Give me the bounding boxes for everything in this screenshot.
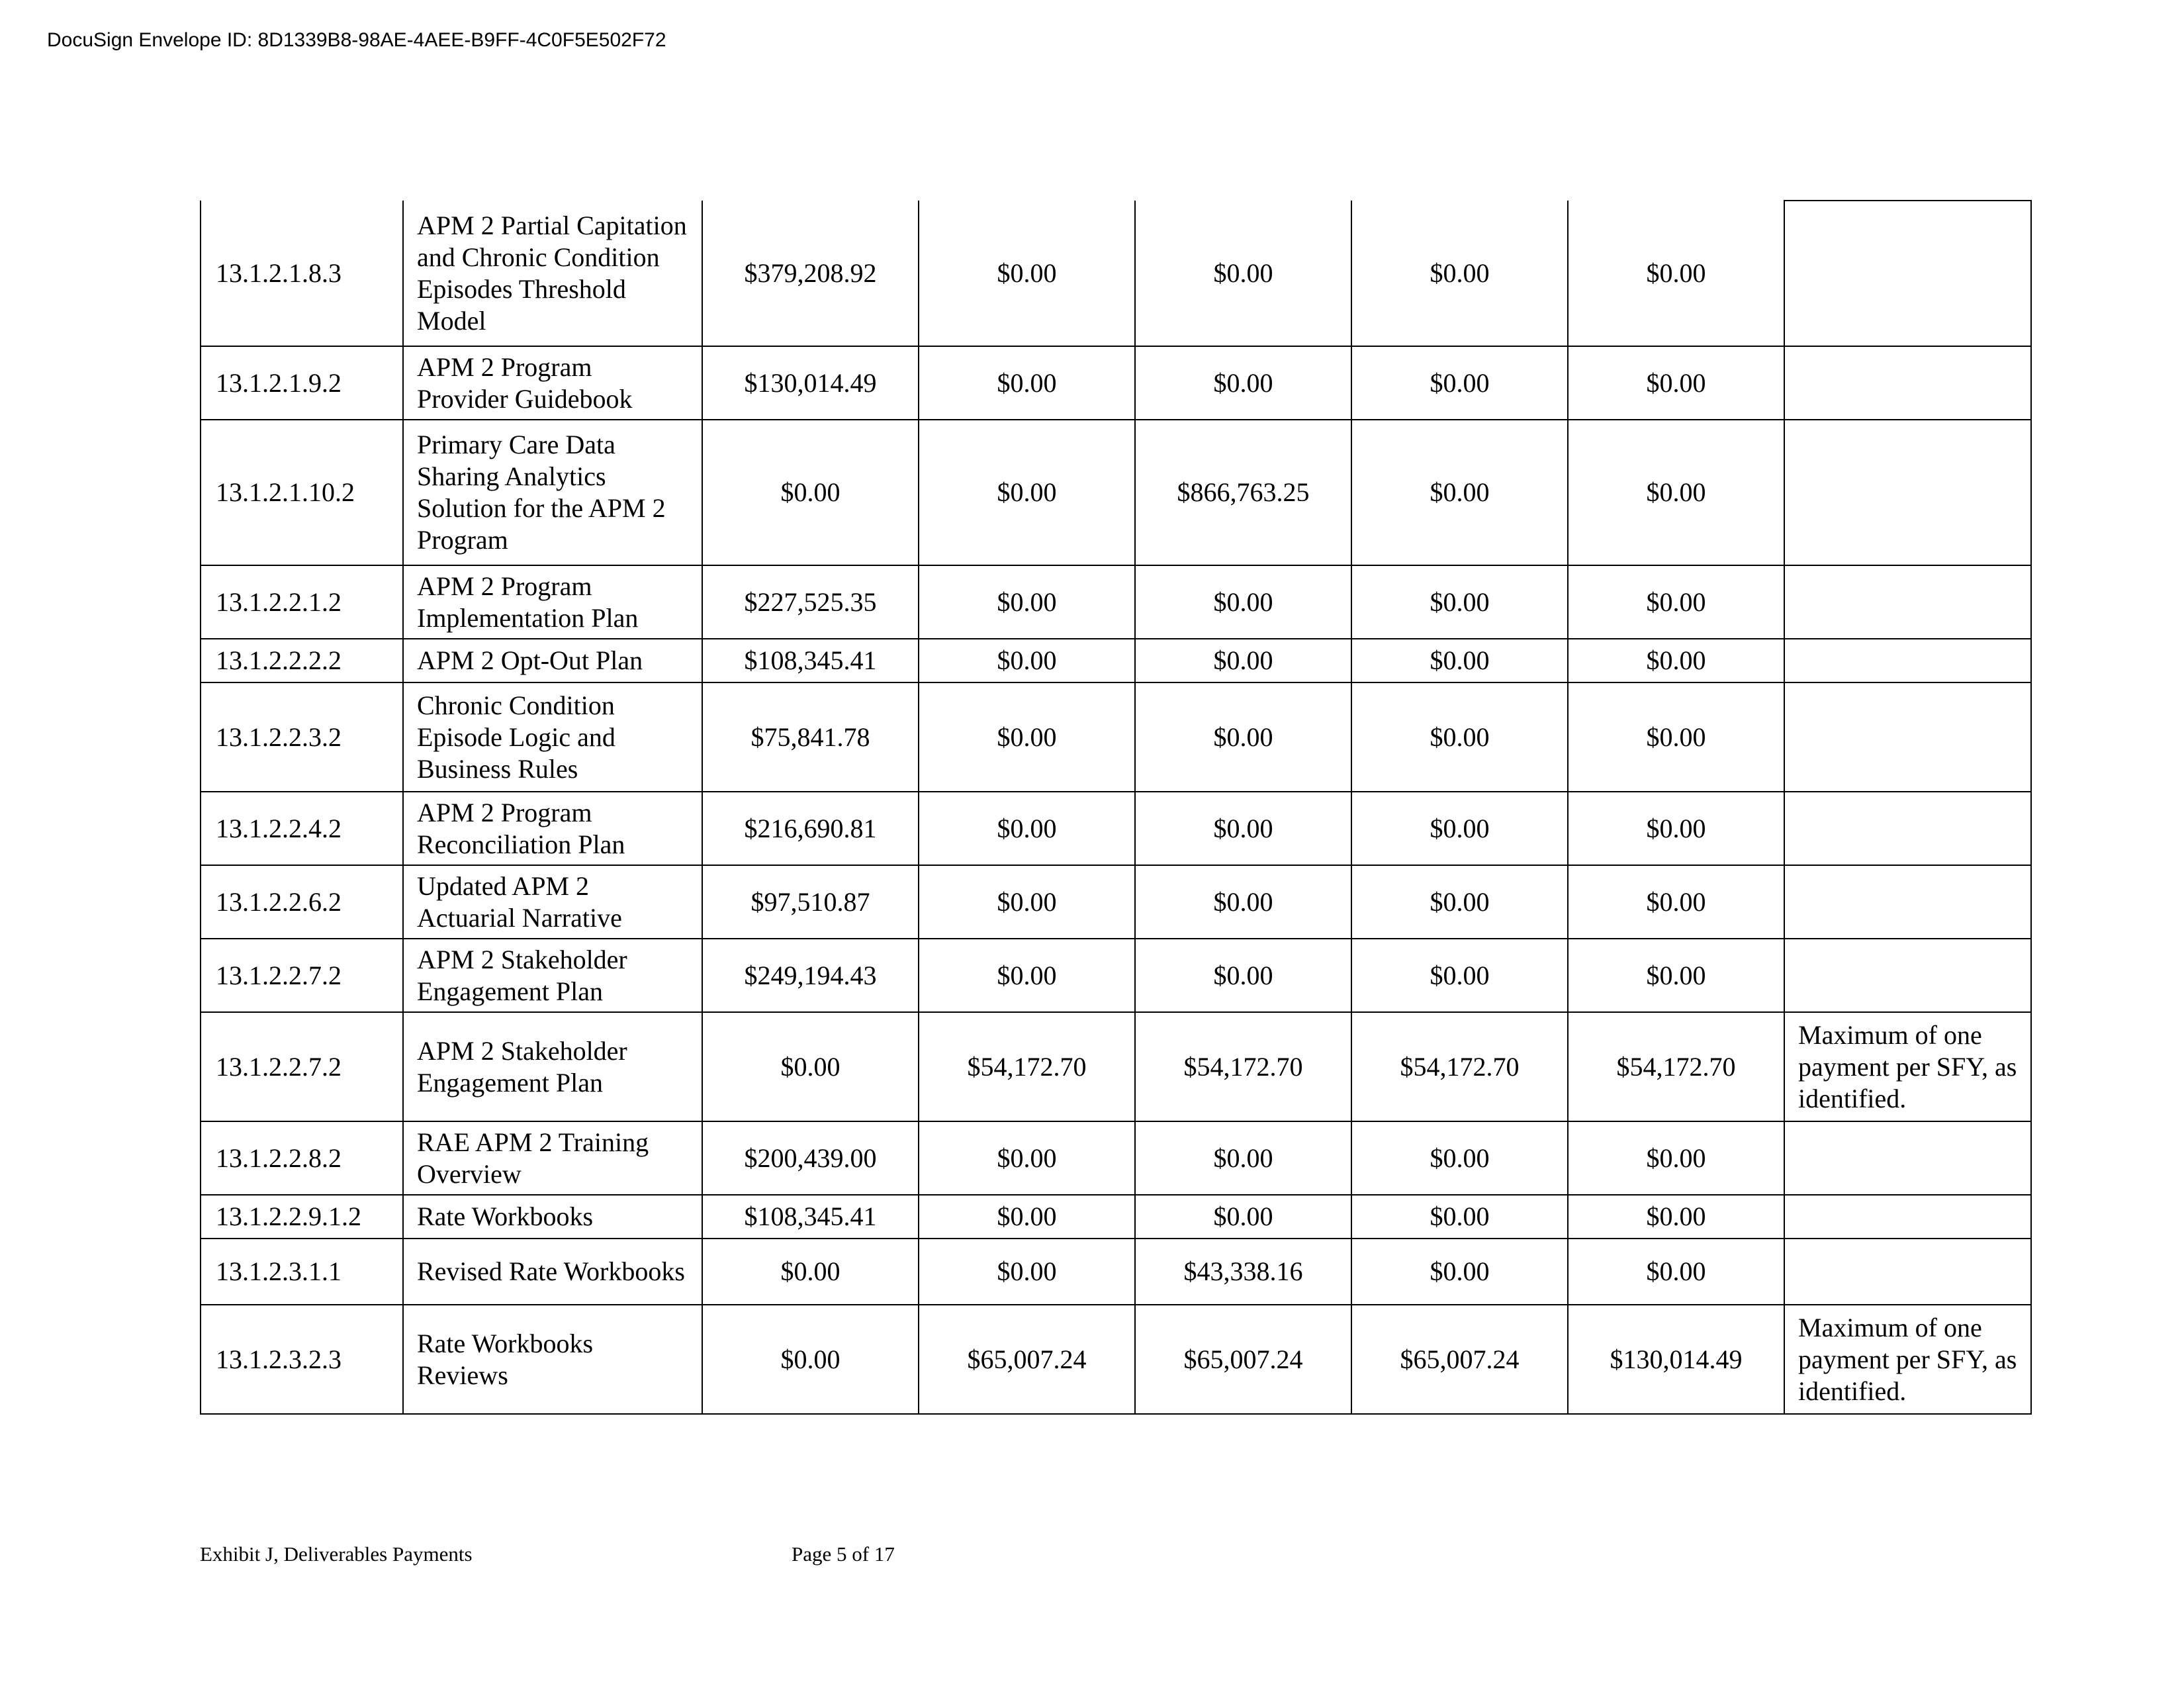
payment-amount: $0.00 — [1135, 1195, 1351, 1239]
payment-amount: $0.00 — [1135, 939, 1351, 1012]
payment-amount: $0.00 — [919, 346, 1135, 420]
payment-amount: $0.00 — [919, 682, 1135, 792]
payment-notes: Maximum of one payment per SFY, as identified. — [1784, 1012, 2031, 1121]
payment-amount: $0.00 — [1351, 346, 1568, 420]
payment-amount: $54,172.70 — [1135, 1012, 1351, 1121]
payment-amount: $0.00 — [1568, 682, 1784, 792]
payment-amount: $0.00 — [1135, 865, 1351, 939]
payment-amount: $130,014.49 — [702, 346, 919, 420]
deliverable-id: 13.1.2.2.4.2 — [201, 792, 403, 865]
payment-amount: $0.00 — [1351, 792, 1568, 865]
payment-notes — [1784, 682, 2031, 792]
deliverable-id: 13.1.2.2.7.2 — [201, 1012, 403, 1121]
payment-amount: $0.00 — [702, 1012, 919, 1121]
table-row — [201, 865, 2031, 939]
payment-amount: $0.00 — [1568, 1239, 1784, 1305]
payment-amount: $249,194.43 — [702, 939, 919, 1012]
payment-amount: $0.00 — [1351, 682, 1568, 792]
deliverable-id: 13.1.2.2.1.2 — [201, 565, 403, 639]
payment-amount: $0.00 — [1351, 420, 1568, 565]
deliverable-name: APM 2 Partial Capitation and Chronic Condition Episodes Threshold Model — [403, 201, 702, 346]
payment-amount: $0.00 — [919, 1195, 1135, 1239]
deliverable-name: APM 2 Opt-Out Plan — [403, 639, 702, 682]
payment-amount: $0.00 — [702, 420, 919, 565]
table-row — [201, 792, 2031, 865]
table-row — [201, 639, 2031, 682]
payment-amount: $0.00 — [1351, 1239, 1568, 1305]
payment-amount: $866,763.25 — [1135, 420, 1351, 565]
payment-notes — [1784, 1121, 2031, 1195]
payment-amount: $0.00 — [1135, 792, 1351, 865]
deliverable-name: Rate Workbooks — [403, 1195, 702, 1239]
deliverable-name: APM 2 Stakeholder Engagement Plan — [403, 939, 702, 1012]
deliverable-id: 13.1.2.3.1.1 — [201, 1239, 403, 1305]
deliverable-id: 13.1.2.1.10.2 — [201, 420, 403, 565]
payment-amount: $0.00 — [1351, 639, 1568, 682]
payment-amount: $108,345.41 — [702, 639, 919, 682]
table-row — [201, 1305, 2031, 1414]
payment-notes — [1784, 346, 2031, 420]
deliverable-name: Rate Workbooks Reviews — [403, 1305, 702, 1414]
payment-amount: $0.00 — [919, 939, 1135, 1012]
table-row — [201, 201, 2031, 346]
payment-amount: $0.00 — [1135, 201, 1351, 346]
deliverable-name: Chronic Condition Episode Logic and Business Rules — [403, 682, 702, 792]
deliverable-name: Primary Care Data Sharing Analytics Solution for the APM 2 Program — [403, 420, 702, 565]
payment-amount: $0.00 — [919, 639, 1135, 682]
envelope-id: DocuSign Envelope ID: 8D1339B8-98AE-4AEE-B9FF-4C0F5E502F72 — [47, 29, 666, 51]
payment-notes — [1784, 420, 2031, 565]
payment-amount: $0.00 — [1351, 1195, 1568, 1239]
payment-notes — [1784, 865, 2031, 939]
payment-amount: $0.00 — [1351, 865, 1568, 939]
payment-notes: Maximum of one payment per SFY, as identified. — [1784, 1305, 2031, 1414]
payment-amount: $0.00 — [1568, 865, 1784, 939]
payment-amount: $0.00 — [1135, 346, 1351, 420]
payment-amount: $65,007.24 — [919, 1305, 1135, 1414]
table-row — [201, 346, 2031, 420]
payment-amount: $0.00 — [1135, 682, 1351, 792]
payment-amount: $216,690.81 — [702, 792, 919, 865]
payment-amount: $0.00 — [1351, 1121, 1568, 1195]
payment-amount: $0.00 — [702, 1239, 919, 1305]
table-row — [201, 420, 2031, 565]
deliverable-id: 13.1.2.2.8.2 — [201, 1121, 403, 1195]
table-row — [201, 1121, 2031, 1195]
payment-amount: $0.00 — [1135, 1121, 1351, 1195]
payment-amount: $0.00 — [1351, 565, 1568, 639]
payment-amount: $108,345.41 — [702, 1195, 919, 1239]
deliverable-id: 13.1.2.2.7.2 — [201, 939, 403, 1012]
payment-notes — [1784, 1239, 2031, 1305]
deliverable-id: 13.1.2.2.6.2 — [201, 865, 403, 939]
payment-amount: $75,841.78 — [702, 682, 919, 792]
payment-amount: $0.00 — [1568, 639, 1784, 682]
payment-amount: $0.00 — [1568, 1121, 1784, 1195]
payment-amount: $0.00 — [919, 1121, 1135, 1195]
deliverable-id: 13.1.2.1.8.3 — [201, 201, 403, 346]
payment-amount: $0.00 — [1568, 1195, 1784, 1239]
deliverable-id: 13.1.2.3.2.3 — [201, 1305, 403, 1414]
payment-amount: $65,007.24 — [1135, 1305, 1351, 1414]
payment-amount: $0.00 — [1568, 420, 1784, 565]
payment-amount: $0.00 — [1568, 346, 1784, 420]
payment-amount: $0.00 — [1568, 565, 1784, 639]
payment-amount: $227,525.35 — [702, 565, 919, 639]
deliverable-id: 13.1.2.2.9.1.2 — [201, 1195, 403, 1239]
payment-notes — [1784, 565, 2031, 639]
payment-amount: $54,172.70 — [919, 1012, 1135, 1121]
deliverable-name: APM 2 Program Reconciliation Plan — [403, 792, 702, 865]
payment-notes — [1784, 201, 2031, 346]
deliverables-payments-table — [200, 200, 2032, 1415]
table-row — [201, 682, 2031, 792]
payment-amount: $0.00 — [1568, 792, 1784, 865]
payment-amount: $0.00 — [1135, 639, 1351, 682]
deliverable-name: Revised Rate Workbooks — [403, 1239, 702, 1305]
payment-notes — [1784, 792, 2031, 865]
deliverable-name: APM 2 Program Provider Guidebook — [403, 346, 702, 420]
payment-amount: $0.00 — [919, 565, 1135, 639]
payment-amount: $65,007.24 — [1351, 1305, 1568, 1414]
payment-amount: $97,510.87 — [702, 865, 919, 939]
table-row — [201, 1239, 2031, 1305]
payment-amount: $0.00 — [919, 420, 1135, 565]
deliverable-id: 13.1.2.1.9.2 — [201, 346, 403, 420]
payment-notes — [1784, 1195, 2031, 1239]
payment-amount: $0.00 — [1351, 939, 1568, 1012]
payment-amount: $54,172.70 — [1568, 1012, 1784, 1121]
deliverable-id: 13.1.2.2.3.2 — [201, 682, 403, 792]
page-number: Page 5 of 17 — [792, 1542, 895, 1566]
payment-amount: $379,208.92 — [702, 201, 919, 346]
table-row — [201, 939, 2031, 1012]
footer-exhibit-title: Exhibit J, Deliverables Payments — [200, 1542, 473, 1566]
payment-amount: $0.00 — [919, 792, 1135, 865]
payment-amount: $43,338.16 — [1135, 1239, 1351, 1305]
table-row — [201, 1195, 2031, 1239]
payment-notes — [1784, 939, 2031, 1012]
payment-amount: $0.00 — [1351, 201, 1568, 346]
payment-notes — [1784, 639, 2031, 682]
deliverable-name: Updated APM 2 Actuarial Narrative — [403, 865, 702, 939]
payment-amount: $0.00 — [702, 1305, 919, 1414]
payment-amount: $0.00 — [919, 201, 1135, 346]
payment-amount: $0.00 — [1568, 201, 1784, 346]
table-row — [201, 1012, 2031, 1121]
table-row — [201, 565, 2031, 639]
deliverable-name: APM 2 Program Implementation Plan — [403, 565, 702, 639]
payment-amount: $0.00 — [1135, 565, 1351, 639]
payment-amount: $200,439.00 — [702, 1121, 919, 1195]
deliverable-name: RAE APM 2 Training Overview — [403, 1121, 702, 1195]
payment-amount: $0.00 — [919, 865, 1135, 939]
payment-amount: $54,172.70 — [1351, 1012, 1568, 1121]
payment-amount: $130,014.49 — [1568, 1305, 1784, 1414]
payment-amount: $0.00 — [1568, 939, 1784, 1012]
deliverable-id: 13.1.2.2.2.2 — [201, 639, 403, 682]
deliverable-name: APM 2 Stakeholder Engagement Plan — [403, 1012, 702, 1121]
payment-amount: $0.00 — [919, 1239, 1135, 1305]
